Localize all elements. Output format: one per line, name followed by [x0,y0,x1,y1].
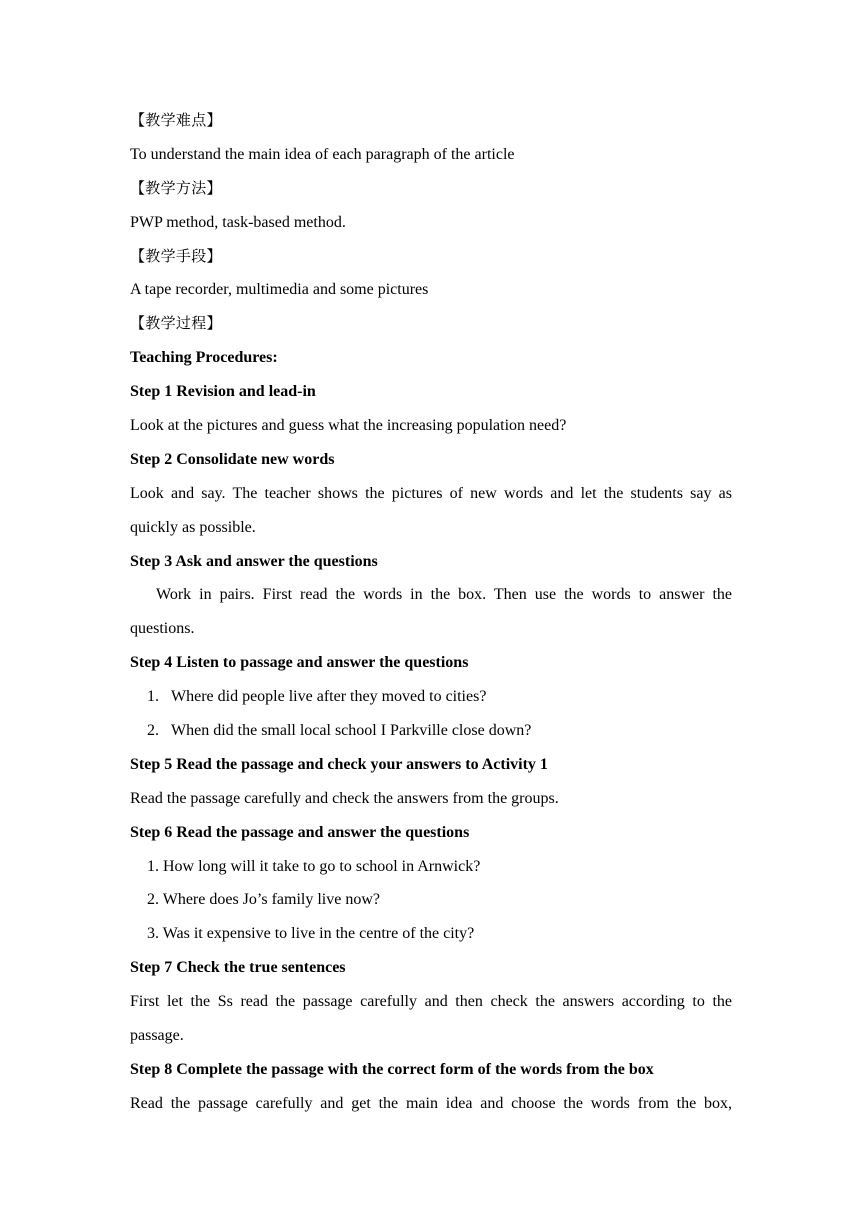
step-8-text-line-1: Read the passage carefully and get the main idea and choose the words from the box, [130,1094,732,1112]
document-body [130,104,732,1121]
step-7-title: Step 7 Check the true sentences [130,959,346,977]
step-6-question-1: 1. How long will it take to go to school in Arnwick? [147,857,481,875]
step-6-question-3: 3. Was it expensive to live in the centre of the city? [147,925,475,943]
list-item-text: Where did people live after they moved to cities? [171,688,487,706]
step-8-title: Step 8 Complete the passage with the correct form of the words from the box [130,1060,654,1078]
section-text-methods: PWP method, task-based method. [130,213,346,231]
step-4-question-1 [130,680,732,714]
step-4-title: Step 4 Listen to passage and answer the questions [130,654,469,672]
step-3-text-line-2: questions. [130,620,195,638]
section-heading-methods: 【教学方法】 [130,178,222,197]
step-7-text-line-1: First let the Ss read the passage carefully and then check the answers according to the [130,993,732,1011]
step-2-title: Step 2 Consolidate new words [130,450,335,468]
list-item-text: When did the small local school I Parkville close down? [171,722,532,740]
section-heading-means: 【教学手段】 [130,246,222,265]
step-4-question-2 [130,714,732,748]
step-1-title: Step 1 Revision and lead-in [130,383,316,401]
step-6-title: Step 6 Read the passage and answer the questions [130,823,470,841]
step-1-text: Look at the pictures and guess what the increasing population need? [130,417,567,435]
section-heading-difficulties: 【教学难点】 [130,111,222,129]
step-2-text-line-2: quickly as possible. [130,518,256,536]
step-5-text: Read the passage carefully and check the answers from the groups. [130,789,559,807]
list-number: 2. [147,722,159,740]
section-heading-process: 【教学过程】 [130,314,222,333]
step-2-text-line-1: Look and say. The teacher shows the pictures of new words and let the students say as [130,484,732,502]
section-text-difficulties: To understand the main idea of each paragraph of the article [130,145,515,163]
procedures-title: Teaching Procedures: [130,349,278,367]
step-6-question-2: 2. Where does Jo’s family live now? [147,891,380,909]
step-3-text-line-1: Work in pairs. First read the words in the box. Then use the words to answer the [156,586,732,604]
step-5-title: Step 5 Read the passage and check your answers to Activity 1 [130,755,548,773]
section-text-means: A tape recorder, multimedia and some pictures [130,281,429,299]
step-3-title: Step 3 Ask and answer the questions [130,552,378,570]
list-number: 1. [147,688,159,706]
step-7-text-line-2: passage. [130,1027,184,1045]
